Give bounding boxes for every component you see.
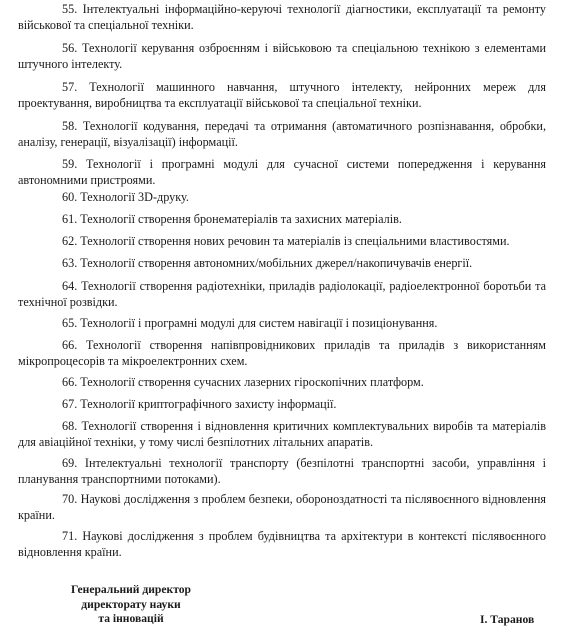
list-item-65: 65. Технології і програмні модулі для систем навігації і позиціонування.: [62, 316, 438, 330]
signature-title: [56, 583, 206, 627]
signature-title-line2: директорату науки: [81, 597, 181, 611]
signature-title-line1: Генеральний директор: [71, 583, 191, 596]
list-item-59: 59. Технології і програмні модулі для сучасної системи попередження і керування автономними пристроями.: [18, 157, 546, 187]
list-item-63: 63. Технології створення автономних/мобільних джерел/накопичувачів енергії.: [62, 256, 473, 270]
list-item-69: 69. Інтелектуальні технології транспорту (безпілотні транспортні засоби, управління і планування транспортними потоками).: [18, 456, 546, 486]
list-item-58: 58. Технології кодування, передачі та отримання (автоматичного розпізнавання, обробки, аналізу, генерації, візуалізації) інформації.: [18, 119, 546, 149]
list-item-62: 62. Технології створення нових речовин та матеріалів із спеціальними властивостями.: [62, 234, 510, 248]
list-item-71: 71. Наукові дослідження з проблем будівництва та архітектури в контексті післявоєнного відновлення країни.: [18, 529, 546, 559]
list-item-67: 67. Технології криптографічного захисту інформації.: [62, 397, 337, 411]
list-item-66a: 66. Технології створення напівпровідникових приладів та приладів з використанням мікропроцесорів та мікроелектронних схем.: [18, 338, 546, 368]
list-item-55: 55. Інтелектуальні інформаційно-керуючі технології діагностики, експлуатації та ремонту військової та спеціальної техніки.: [18, 2, 546, 32]
list-item-64: 64. Технології створення радіотехніки, приладів радіолокації, радіоелектронної боротьби та технічної розвідки.: [18, 279, 546, 309]
list-item-57: 57. Технології машинного навчання, штучного інтелекту, нейронних мереж для проектування, виробництва та експлуатації військової та спеціальної техніки.: [18, 80, 546, 110]
list-item-66b: 66. Технології створення сучасних лазерних гіроскопічних платформ.: [62, 375, 424, 389]
list-item-68: 68. Технології створення і відновлення критичних комплектувальних виробів та матеріалів для авіаційної техніки, у тому числі безпілотних літальних апаратів.: [18, 419, 546, 449]
list-item-70: 70. Наукові дослідження з проблем безпеки, обороноздатності та післявоєнного відновлення країни.: [18, 492, 546, 522]
signature-title-line3: та інновацій: [98, 612, 164, 625]
list-item-60: 60. Технології 3D-друку.: [62, 190, 189, 204]
list-item-56: 56. Технології керування озброєнням і військовою та спеціальною технікою з елементами штучного інтелекту.: [18, 41, 546, 71]
list-item-61: 61. Технології створення бронематеріалів та захисних матеріалів.: [62, 212, 402, 226]
signatory-name: І. Таранов: [480, 613, 535, 626]
